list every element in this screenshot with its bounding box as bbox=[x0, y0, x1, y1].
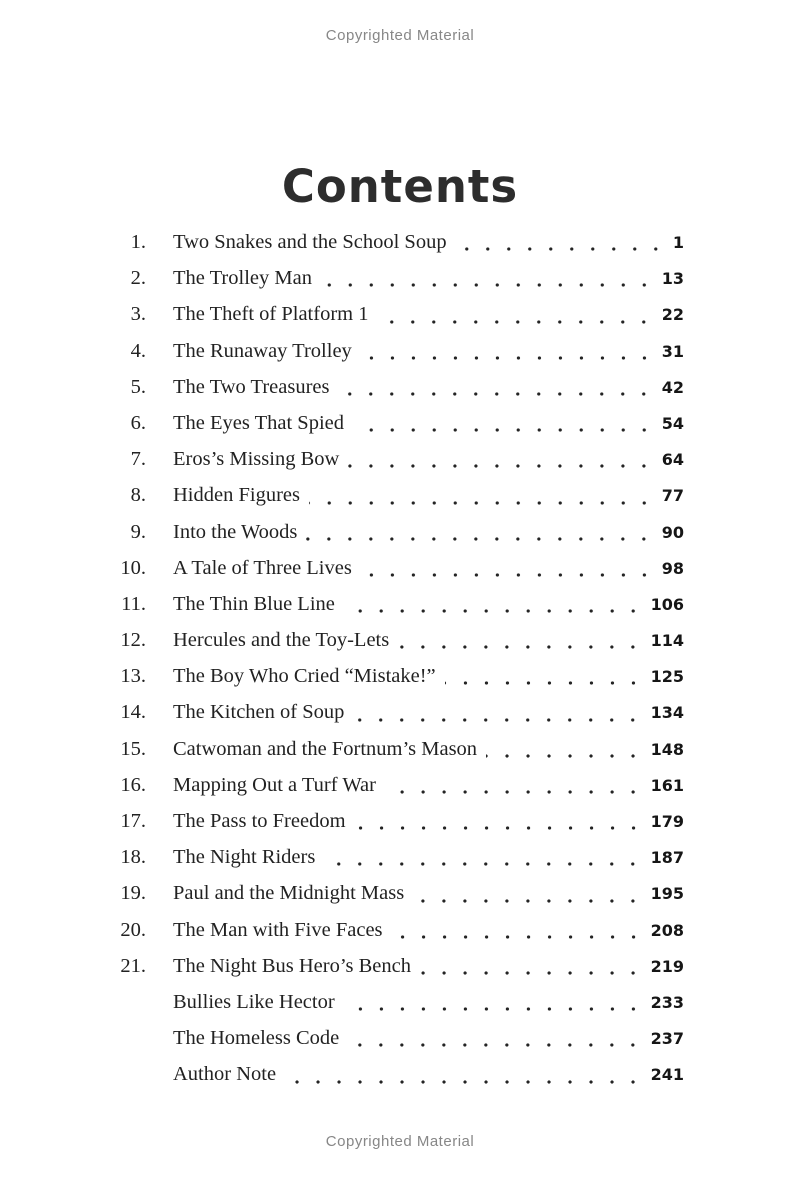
toc-entry-title: Into the Woods bbox=[173, 520, 298, 543]
toc-entry bbox=[108, 586, 684, 622]
toc-entry-page: 219 bbox=[650, 956, 684, 976]
toc-list bbox=[108, 224, 684, 1093]
toc-entry-title: The Pass to Freedom bbox=[173, 810, 346, 832]
toc-dot-leader bbox=[456, 224, 666, 260]
toc-dot-leader bbox=[392, 912, 644, 948]
toc-dot-leader bbox=[344, 586, 644, 622]
toc-dot-leader bbox=[355, 803, 644, 839]
toc-entry bbox=[108, 224, 684, 260]
toc-entry-page: 98 bbox=[661, 558, 684, 578]
toc-entry-number: 12. bbox=[120, 629, 146, 652]
toc-entry bbox=[108, 694, 684, 730]
toc-dot-leader bbox=[385, 767, 644, 803]
toc-entry-title: The Trolley Man bbox=[173, 267, 312, 290]
toc-entry-page: 106 bbox=[650, 594, 684, 614]
toc-entry-page: 134 bbox=[650, 703, 684, 723]
toc-entry bbox=[108, 550, 684, 586]
toc-entry-number: 3. bbox=[130, 303, 146, 326]
toc-entry bbox=[108, 803, 684, 839]
toc-entry-page: 31 bbox=[661, 341, 684, 361]
toc-entry-title: Author Note bbox=[173, 1063, 277, 1086]
toc-entry-number: 10. bbox=[120, 556, 146, 579]
toc-entry bbox=[108, 514, 684, 550]
toc-dot-leader bbox=[348, 1020, 643, 1056]
toc-entry-page: 13 bbox=[661, 269, 684, 289]
toc-dot-leader bbox=[321, 260, 655, 296]
toc-entry-page: 148 bbox=[650, 739, 684, 759]
toc-entry-number: 21. bbox=[120, 954, 146, 977]
toc-entry-title: The Night Riders bbox=[173, 846, 316, 869]
toc-dot-leader bbox=[353, 405, 655, 441]
toc-dot-leader bbox=[361, 333, 655, 369]
toc-entry-number: 6. bbox=[130, 411, 146, 434]
toc-entry-title: The Thin Blue Line bbox=[173, 592, 335, 615]
toc-entry bbox=[108, 296, 684, 332]
toc-entry-number: 11. bbox=[121, 592, 146, 615]
toc-entry-page: 161 bbox=[650, 775, 684, 795]
toc-dot-leader bbox=[324, 839, 643, 875]
toc-entry-title: Hidden Figures bbox=[173, 484, 300, 507]
toc-entry-number: 17. bbox=[120, 810, 146, 832]
toc-dot-leader bbox=[361, 550, 655, 586]
toc-entry bbox=[108, 912, 684, 948]
toc-entry-title: Paul and the Midnight Mass bbox=[173, 882, 405, 905]
toc-entry bbox=[108, 405, 684, 441]
toc-entry-title: The Homeless Code bbox=[173, 1027, 340, 1050]
toc-entry-title: The Theft of Platform 1 bbox=[173, 303, 369, 326]
toc-entry-number: 20. bbox=[120, 918, 146, 941]
toc-entry-page: 114 bbox=[650, 631, 684, 651]
toc-entry-number: 4. bbox=[130, 339, 146, 362]
toc-entry-title: Catwoman and the Fortnum’s Mason bbox=[173, 737, 478, 760]
toc-entry-title: Mapping Out a Turf War bbox=[173, 773, 376, 796]
toc-entry bbox=[108, 622, 684, 658]
toc-entry bbox=[108, 767, 684, 803]
toc-entry-page: 64 bbox=[661, 450, 684, 470]
toc-entry bbox=[108, 477, 684, 513]
toc-entry-title: Two Snakes and the School Soup bbox=[173, 231, 447, 253]
toc-entry bbox=[108, 948, 684, 984]
toc-entry-page: 125 bbox=[650, 667, 684, 687]
toc-entry-page: 233 bbox=[650, 992, 684, 1012]
toc-entry bbox=[108, 260, 684, 296]
toc-entry bbox=[108, 1056, 684, 1092]
toc-dot-leader bbox=[348, 441, 654, 477]
toc-entry-title: Eros’s Missing Bow bbox=[173, 448, 340, 471]
toc-entry-title: The Kitchen of Soup bbox=[173, 701, 345, 724]
toc-entry-number: 19. bbox=[120, 882, 146, 905]
toc-entry-page: 42 bbox=[661, 377, 684, 397]
copyright-notice-top: Copyrighted Material bbox=[325, 27, 475, 44]
toc-entry bbox=[108, 839, 684, 875]
toc-entry-number: 13. bbox=[120, 665, 146, 688]
toc-entry-page: 237 bbox=[650, 1029, 684, 1049]
toc-dot-leader bbox=[377, 296, 654, 332]
toc-entry-number: 16. bbox=[120, 773, 146, 796]
toc-entry-page: 208 bbox=[650, 920, 684, 940]
toc-entry bbox=[108, 875, 684, 911]
toc-entry-page: 22 bbox=[661, 305, 684, 325]
toc-entry-title: The Man with Five Faces bbox=[173, 918, 383, 941]
toc-dot-leader bbox=[344, 984, 644, 1020]
toc-entry-title: The Two Treasures bbox=[173, 375, 330, 398]
toc-entry bbox=[108, 333, 684, 369]
page-title: Contents bbox=[281, 160, 519, 214]
toc-entry bbox=[108, 441, 684, 477]
toc-dot-leader bbox=[338, 369, 654, 405]
toc-entry-page: 54 bbox=[661, 413, 684, 433]
toc-entry bbox=[108, 984, 684, 1020]
toc-entry-number: 8. bbox=[130, 484, 146, 507]
toc-entry-title: Bullies Like Hector bbox=[173, 990, 335, 1013]
toc-entry-number: 14. bbox=[120, 701, 146, 724]
toc-dot-leader bbox=[398, 622, 643, 658]
toc-entry-number: 9. bbox=[130, 520, 146, 543]
toc-entry-title: A Tale of Three Lives bbox=[173, 556, 352, 579]
toc-dot-leader bbox=[486, 731, 644, 767]
toc-entry bbox=[108, 658, 684, 694]
copyright-notice-bottom: Copyrighted Material bbox=[325, 1133, 475, 1150]
toc-entry-title: The Runaway Trolley bbox=[173, 339, 352, 362]
toc-entry bbox=[108, 369, 684, 405]
toc-entry bbox=[108, 1020, 684, 1056]
toc-entry-title: The Eyes That Spied bbox=[173, 411, 344, 434]
toc-entry-number: 5. bbox=[130, 375, 146, 398]
toc-entry-number: 7. bbox=[130, 448, 146, 471]
toc-entry-page: 195 bbox=[650, 884, 684, 904]
toc-dot-leader bbox=[413, 875, 643, 911]
toc-entry-page: 241 bbox=[650, 1065, 684, 1085]
toc-entry bbox=[108, 731, 684, 767]
toc-entry-number: 2. bbox=[130, 267, 146, 290]
toc-entry-page: 187 bbox=[650, 848, 684, 868]
toc-entry-number: 18. bbox=[120, 846, 146, 869]
toc-dot-leader bbox=[309, 477, 655, 513]
toc-entry-number: 15. bbox=[120, 737, 146, 760]
toc-dot-leader bbox=[353, 694, 643, 730]
toc-entry-page: 90 bbox=[661, 522, 684, 542]
toc-entry-title: Hercules and the Toy-Lets bbox=[173, 629, 390, 652]
toc-dot-leader bbox=[306, 514, 654, 550]
toc-entry-page: 179 bbox=[650, 812, 684, 831]
toc-dot-leader bbox=[285, 1056, 644, 1092]
toc-entry-title: The Boy Who Cried “Mistake!” bbox=[173, 665, 436, 688]
toc-entry-page: 1 bbox=[672, 233, 684, 252]
toc-dot-leader bbox=[445, 658, 644, 694]
toc-entry-page: 77 bbox=[661, 486, 684, 506]
toc-dot-leader bbox=[420, 948, 644, 984]
toc-entry-title: The Night Bus Hero’s Bench bbox=[173, 954, 411, 977]
toc-entry-number: 1. bbox=[130, 231, 146, 253]
